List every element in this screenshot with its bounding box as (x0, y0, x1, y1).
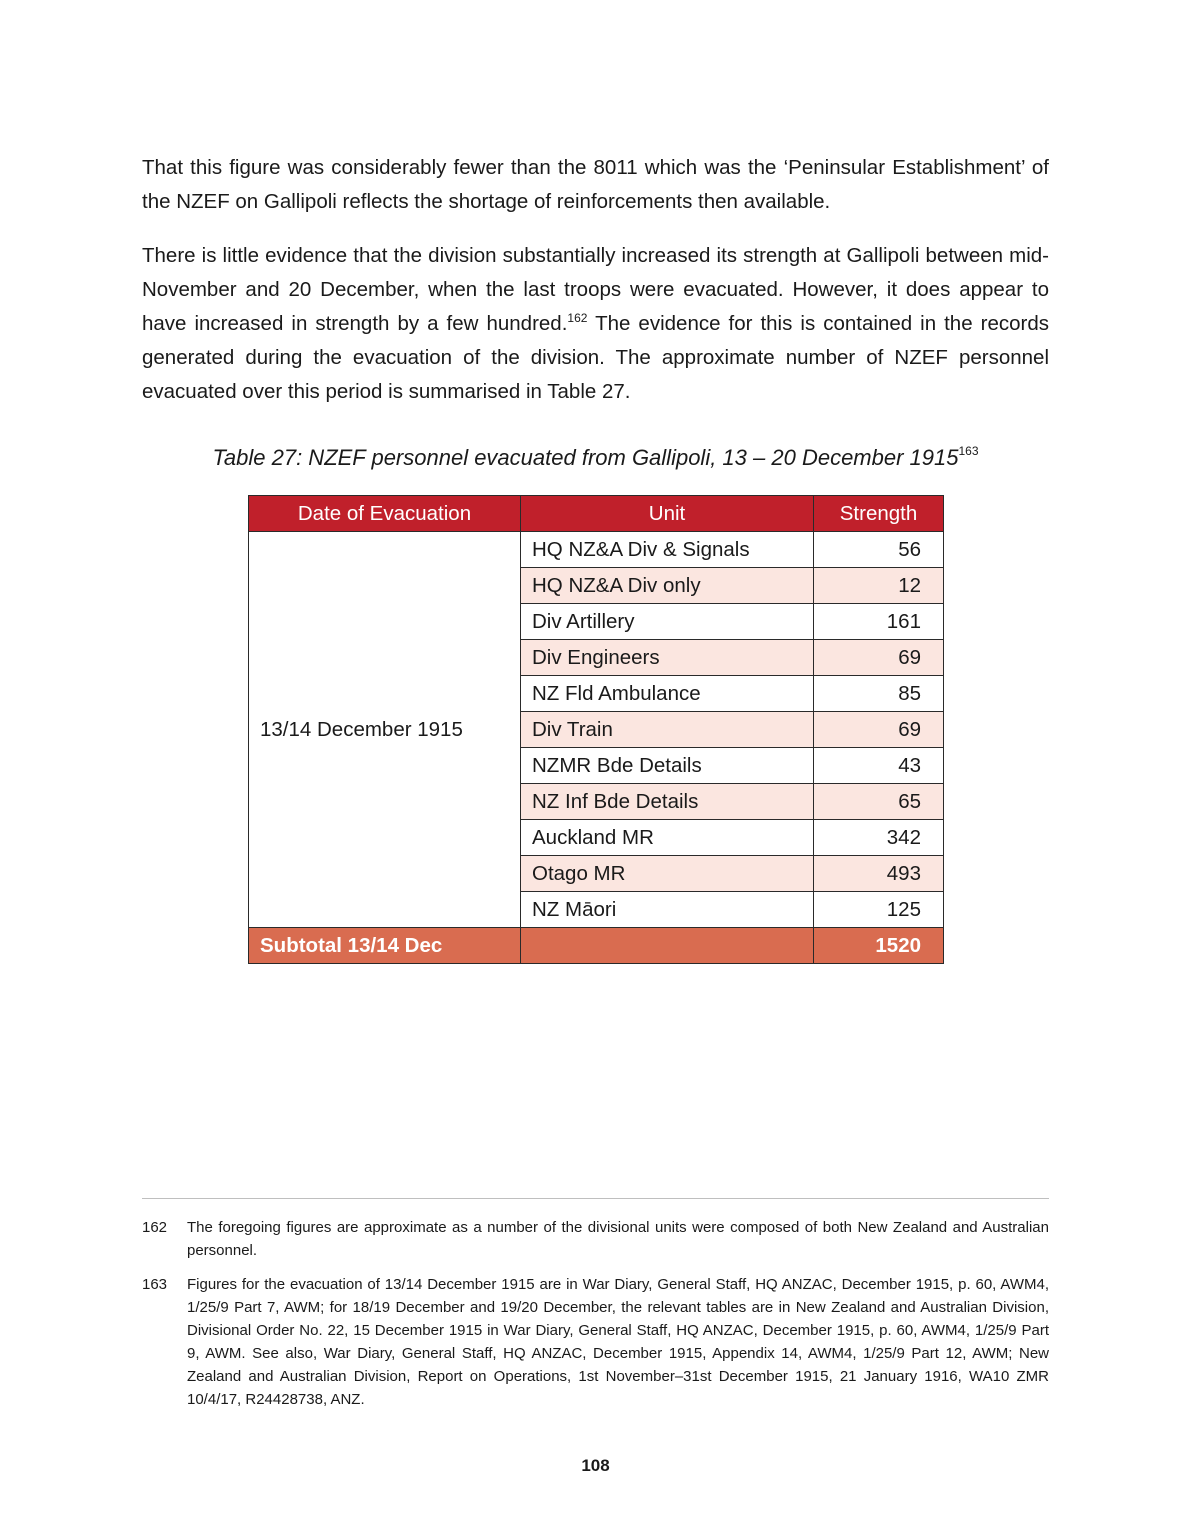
footnote-text: Figures for the evacuation of 13/14 December 1915 are in War Diary, General Staff, HQ ANZAC, December 1915, p. 60, AWM4, 1/25/9 Part 7, AWM; for 18/19 December and 19/20 December, the relevant tables are in New Zealand and Australian Division, Divisional Order No. 22, 15 December 1915 in War Diary, General Staff, HQ ANZAC, December 1915, p. 60, AWM4, 1/25/9 Part 9, AWM. See also, War Diary, General Staff, HQ ANZAC, December 1915, Appendix 14, AWM4, 1/25/9 Part 12, AWM; New Zealand and Australian Division, Report on Operations, 1st November–31st December 1915, 21 January 1916, WA10 ZMR 10/4/17, R24428738, ANZ. (187, 1276, 1049, 1408)
unit-cell: NZ Inf Bde Details (521, 784, 814, 820)
strength-cell: 65 (814, 784, 944, 820)
unit-cell: HQ NZ&A Div only (521, 568, 814, 604)
paragraph-1: That this figure was considerably fewer than the 8011 which was the ‘Peninsular Establishment’ of the NZEF on Gallipoli reflects the shortage of reinforcements then available. (142, 156, 1049, 213)
paragraph-2 (142, 239, 1049, 409)
unit-cell: NZ Fld Ambulance (521, 676, 814, 712)
unit-cell: Otago MR (521, 856, 814, 892)
subtotal-value: 1520 (814, 928, 944, 964)
footnote-ref-163[interactable]: 163 (958, 444, 979, 458)
strength-cell: 43 (814, 748, 944, 784)
footnote-number: 163 (142, 1276, 168, 1293)
footnote-163 (142, 1273, 1049, 1411)
date-cell: 13/14 December 1915 (249, 532, 521, 928)
footnote-divider (142, 1198, 1049, 1199)
table-caption-text: Table 27: NZEF personnel evacuated from Gallipoli, 13 – 20 December 1915 (212, 445, 959, 470)
strength-cell: 493 (814, 856, 944, 892)
table-row (249, 532, 944, 568)
footnote-ref-162[interactable]: 162 (567, 311, 588, 325)
unit-cell: Div Engineers (521, 640, 814, 676)
strength-cell: 56 (814, 532, 944, 568)
table-header-row (249, 496, 944, 532)
strength-cell: 85 (814, 676, 944, 712)
unit-cell: Auckland MR (521, 820, 814, 856)
unit-cell: Div Train (521, 712, 814, 748)
paragraph-2-text-a: There is little evidence that the division substantially increased its strength at Gallipoli between mid-November and 20 December, when the last troops were evacuated. However, it does appear to have increased in strength by a few hundred. (142, 244, 1049, 335)
table-caption (142, 442, 1049, 474)
strength-cell: 342 (814, 820, 944, 856)
footnote-number: 162 (142, 1219, 168, 1236)
paragraph-2-text-b: The evidence for this is contained in the records generated during the evacuation of the division. The approximate number of NZEF personnel evacuated over this period is summarised in Table 27. (142, 312, 1049, 403)
unit-cell: NZ Māori (521, 892, 814, 928)
header-strength: Strength (814, 496, 944, 532)
unit-cell: NZMR Bde Details (521, 748, 814, 784)
footnote-162 (142, 1216, 1049, 1262)
evacuation-table (248, 495, 944, 964)
subtotal-row (249, 928, 944, 964)
page-number: 108 (581, 1456, 610, 1475)
strength-cell: 69 (814, 712, 944, 748)
unit-cell: HQ NZ&A Div & Signals (521, 532, 814, 568)
strength-cell: 69 (814, 640, 944, 676)
header-unit: Unit (521, 496, 814, 532)
strength-cell: 125 (814, 892, 944, 928)
strength-cell: 12 (814, 568, 944, 604)
header-date: Date of Evacuation (249, 496, 521, 532)
strength-cell: 161 (814, 604, 944, 640)
unit-cell: Div Artillery (521, 604, 814, 640)
subtotal-empty-cell (521, 928, 814, 964)
subtotal-label: Subtotal 13/14 Dec (249, 928, 521, 964)
footnote-text: The foregoing figures are approximate as a number of the divisional units were composed of both New Zealand and Australian personnel. (187, 1219, 1049, 1259)
